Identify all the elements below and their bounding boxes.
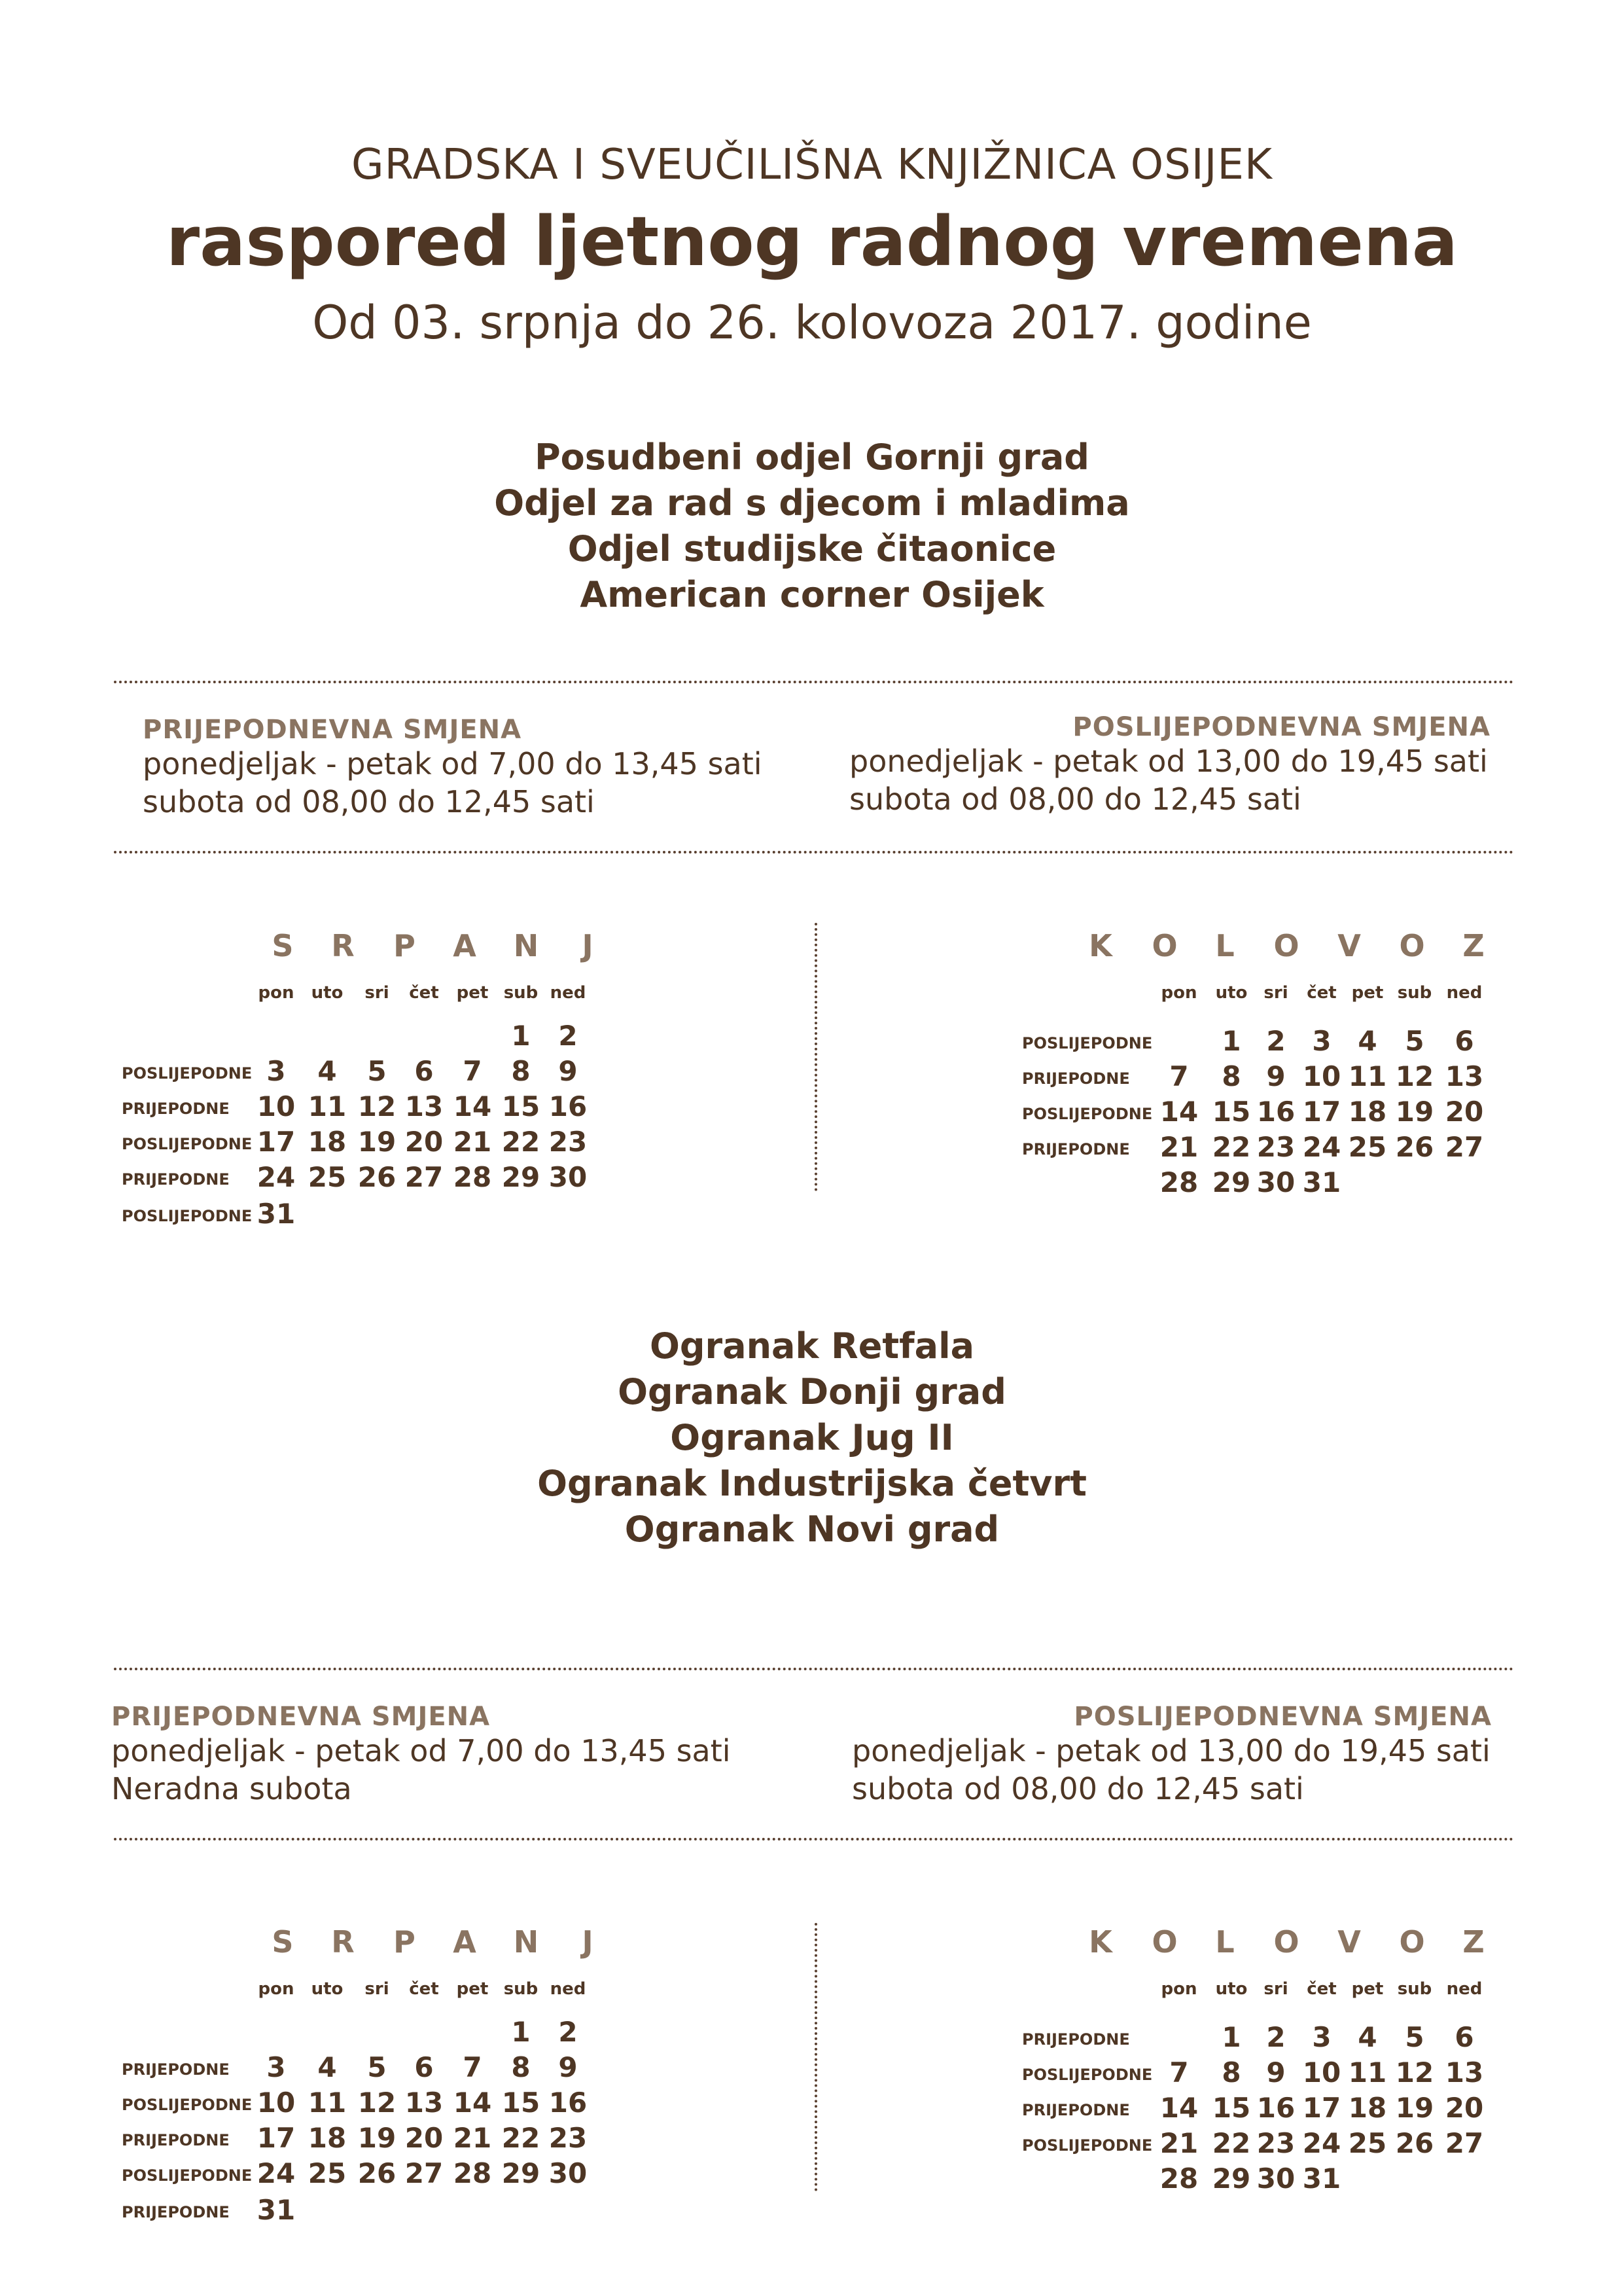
calendar-day: 5 — [367, 1055, 387, 1087]
calendar-day: 17 — [1302, 2092, 1341, 2124]
calendar-august-2 — [1022, 1924, 1624, 2238]
department-list-2 — [0, 1323, 1624, 1552]
month-letter: K — [1089, 1924, 1112, 1960]
shift-title: POSLIJEPODNEVNA SMJENA — [1074, 1702, 1492, 1732]
weekday-name: uto — [1215, 1979, 1248, 1999]
shift-label: POSLIJEPODNE — [1022, 2066, 1153, 2084]
calendar-day: 24 — [256, 2157, 296, 2189]
calendar-day: 14 — [453, 1090, 492, 1122]
weekday-name: uto — [311, 983, 344, 1003]
calendar-day: 16 — [548, 2087, 588, 2119]
calendar-separator — [815, 1923, 817, 2191]
calendar-day: 10 — [1302, 1060, 1341, 1092]
month-letter: Z — [1462, 928, 1485, 963]
weekday-name: čet — [1307, 983, 1337, 1003]
calendar-day: 22 — [501, 2122, 540, 2154]
weekday-name: sri — [364, 1979, 389, 1999]
calendar-day: 26 — [357, 2157, 397, 2189]
calendar-day: 21 — [1159, 2127, 1199, 2159]
calendar-day: 29 — [1212, 1166, 1251, 1198]
month-letter: J — [582, 928, 593, 963]
calendar-day: 18 — [1348, 1096, 1387, 1128]
calendar-day: 25 — [308, 1161, 347, 1193]
calendar-day: 26 — [1395, 1131, 1434, 1163]
calendar-day: 25 — [1348, 1131, 1387, 1163]
calendar-day: 25 — [1348, 2127, 1387, 2159]
shift-label: POSLIJEPODNE — [1022, 1105, 1153, 1123]
shift-label: POSLIJEPODNE — [122, 1064, 253, 1083]
month-letter: S — [272, 1924, 294, 1960]
calendar-day: 31 — [1302, 2162, 1341, 2195]
calendar-day: 14 — [1159, 2092, 1199, 2124]
calendar-day: 27 — [1445, 1131, 1484, 1163]
calendar-day: 7 — [1169, 2056, 1189, 2089]
month-letter: N — [513, 1924, 539, 1960]
branch-name: Ogranak Industrijska četvrt — [537, 1463, 1087, 1504]
dotted-divider — [114, 851, 1514, 853]
morning-shift-1 — [143, 715, 762, 821]
branch-name: Ogranak Novi grad — [624, 1509, 1000, 1550]
calendar-day: 22 — [1212, 2127, 1251, 2159]
calendar-day: 12 — [1395, 1060, 1434, 1092]
calendar-day: 2 — [1266, 1025, 1286, 1057]
calendar-day: 13 — [404, 1090, 444, 1122]
calendar-day: 3 — [1312, 2021, 1332, 2053]
calendar-day: 15 — [1212, 1096, 1251, 1128]
month-letter: P — [393, 1924, 415, 1960]
month-letter: V — [1337, 1924, 1361, 1960]
month-letter: P — [393, 928, 415, 963]
weekday-name: ned — [550, 1979, 586, 1999]
weekday-name: čet — [409, 983, 439, 1003]
calendar-day: 26 — [357, 1161, 397, 1193]
shift-label: POSLIJEPODNE — [122, 2096, 253, 2114]
weekday-name: sub — [503, 983, 538, 1003]
weekday-name: pet — [1351, 1979, 1384, 1999]
calendar-day: 12 — [357, 1090, 397, 1122]
month-letter: Z — [1462, 1924, 1485, 1960]
calendar-day: 24 — [256, 1161, 296, 1193]
month-letter: A — [453, 928, 476, 963]
shift-label: POSLIJEPODNE — [1022, 1034, 1153, 1052]
month-letter: O — [1399, 928, 1425, 963]
afternoon-shift-1 — [849, 712, 1491, 818]
calendar-day: 5 — [1405, 1025, 1424, 1057]
shift-label: PRIJEPODNE — [122, 1170, 230, 1189]
shift-title: PRIJEPODNEVNA SMJENA — [111, 1702, 491, 1732]
calendar-day: 12 — [357, 2087, 397, 2119]
calendar-day: 11 — [1348, 1060, 1387, 1092]
dotted-divider — [114, 1838, 1514, 1840]
library-name: GRADSKA I SVEUČILIŠNA KNJIŽNICA OSIJEK — [351, 141, 1273, 189]
month-letter: O — [1273, 928, 1299, 963]
calendar-day: 15 — [1212, 2092, 1251, 2124]
calendar-day: 12 — [1395, 2056, 1434, 2089]
calendar-day: 21 — [453, 2122, 492, 2154]
calendar-day: 30 — [1256, 2162, 1296, 2195]
calendar-day: 16 — [548, 1090, 588, 1122]
weekday-name: pon — [258, 983, 294, 1003]
calendar-day: 10 — [256, 2087, 296, 2119]
shift-weekday-hours: ponedjeljak - petak od 13,00 do 19,45 sati — [849, 744, 1488, 779]
calendar-day: 17 — [256, 2122, 296, 2154]
calendar-day: 3 — [1312, 1025, 1332, 1057]
calendar-day: 18 — [308, 1126, 347, 1158]
calendar-day: 27 — [404, 2157, 444, 2189]
calendar-day: 8 — [1222, 1060, 1241, 1092]
calendar-day: 28 — [453, 2157, 492, 2189]
calendar-july-2 — [122, 1924, 776, 2238]
month-letter: R — [331, 928, 355, 963]
month-letter: O — [1152, 1924, 1178, 1960]
month-letter: A — [453, 1924, 476, 1960]
calendar-day: 14 — [1159, 1096, 1199, 1128]
calendar-day: 22 — [1212, 1131, 1251, 1163]
weekday-name: čet — [1307, 1979, 1337, 1999]
department-name: Posudbeni odjel Gornji grad — [535, 437, 1089, 478]
calendar-day: 20 — [404, 2122, 444, 2154]
calendar-day: 6 — [414, 1055, 434, 1087]
weekday-name: pet — [1351, 983, 1384, 1003]
morning-shift-2 — [111, 1702, 731, 1808]
shift-weekday-hours: ponedjeljak - petak od 7,00 do 13,45 sati — [143, 746, 762, 781]
calendar-day: 17 — [1302, 1096, 1341, 1128]
calendar-day: 19 — [1395, 1096, 1434, 1128]
shift-title: PRIJEPODNEVNA SMJENA — [143, 715, 522, 745]
calendar-day: 4 — [317, 2051, 337, 2083]
month-letter: L — [1215, 928, 1235, 963]
calendar-day: 1 — [511, 2016, 531, 2048]
calendar-day: 31 — [1302, 1166, 1341, 1198]
weekday-name: pon — [258, 1979, 294, 1999]
calendar-day: 19 — [357, 2122, 397, 2154]
weekday-name: sub — [1397, 1979, 1432, 1999]
page-title: raspored ljetnog radnog vremena — [166, 202, 1458, 281]
weekday-name: sri — [364, 983, 389, 1003]
calendar-day: 30 — [548, 1161, 588, 1193]
calendar-day: 31 — [256, 2194, 296, 2226]
calendar-day: 30 — [548, 2157, 588, 2189]
calendar-day: 23 — [1256, 1131, 1296, 1163]
department-name: American corner Osijek — [580, 574, 1044, 615]
month-letter: O — [1273, 1924, 1299, 1960]
calendar-day: 3 — [266, 1055, 286, 1087]
shift-label: POSLIJEPODNE — [122, 2166, 253, 2185]
calendar-day: 2 — [558, 2016, 578, 2048]
calendar-day: 21 — [453, 1126, 492, 1158]
calendar-day: 29 — [501, 2157, 540, 2189]
department-name: Odjel za rad s djecom i mladima — [494, 482, 1130, 524]
calendar-day: 20 — [1445, 2092, 1484, 2124]
month-letter: S — [272, 928, 294, 963]
calendar-day: 11 — [1348, 2056, 1387, 2089]
calendar-august-1 — [1022, 928, 1624, 1242]
shift-saturday-hours: Neradna subota — [111, 1771, 352, 1806]
weekday-name: ned — [550, 983, 586, 1003]
calendar-day: 20 — [404, 1126, 444, 1158]
shift-saturday-hours: subota od 08,00 do 12,45 sati — [852, 1771, 1304, 1806]
month-letter: V — [1337, 928, 1361, 963]
calendar-day: 23 — [1256, 2127, 1296, 2159]
shift-label: PRIJEPODNE — [122, 2203, 230, 2221]
calendar-day: 15 — [501, 2087, 540, 2119]
shift-label: PRIJEPODNE — [1022, 2030, 1130, 2049]
branch-name: Ogranak Donji grad — [618, 1371, 1006, 1412]
month-letter: O — [1399, 1924, 1425, 1960]
calendar-day: 26 — [1395, 2127, 1434, 2159]
period-subtitle: Od 03. srpnja do 26. kolovoza 2017. godine — [312, 296, 1312, 350]
calendar-day: 11 — [308, 2087, 347, 2119]
weekday-name: čet — [409, 1979, 439, 1999]
shift-weekday-hours: ponedjeljak - petak od 13,00 do 19,45 sati — [852, 1733, 1491, 1768]
calendar-day: 27 — [404, 1161, 444, 1193]
calendar-day: 17 — [256, 1126, 296, 1158]
weekday-name: pet — [456, 983, 489, 1003]
weekday-name: sri — [1263, 983, 1288, 1003]
month-letter: N — [513, 928, 539, 963]
calendar-day: 1 — [1222, 1025, 1241, 1057]
calendar-day: 6 — [414, 2051, 434, 2083]
calendar-day: 22 — [501, 1126, 540, 1158]
weekday-name: sri — [1263, 1979, 1288, 1999]
branch-name: Ogranak Retfala — [649, 1325, 975, 1367]
calendar-day: 18 — [1348, 2092, 1387, 2124]
calendar-day: 21 — [1159, 1131, 1199, 1163]
weekday-name: ned — [1446, 1979, 1483, 1999]
calendar-day: 24 — [1302, 1131, 1341, 1163]
weekday-name: pet — [456, 1979, 489, 1999]
month-letter: K — [1089, 928, 1112, 963]
month-letter: O — [1152, 928, 1178, 963]
calendar-day: 7 — [1169, 1060, 1189, 1092]
calendar-day: 29 — [501, 1161, 540, 1193]
calendar-day: 14 — [453, 2087, 492, 2119]
branch-name: Ogranak Jug II — [670, 1417, 954, 1458]
shift-title: POSLIJEPODNEVNA SMJENA — [1072, 712, 1491, 742]
afternoon-shift-2 — [852, 1702, 1492, 1808]
calendar-day: 6 — [1455, 2021, 1474, 2053]
calendar-day: 8 — [511, 2051, 531, 2083]
shift-label: POSLIJEPODNE — [1022, 2136, 1153, 2155]
shift-saturday-hours: subota od 08,00 do 12,45 sati — [849, 781, 1301, 817]
calendar-day: 2 — [558, 1020, 578, 1052]
calendar-day: 6 — [1455, 1025, 1474, 1057]
calendar-day: 23 — [548, 2122, 588, 2154]
weekday-name: uto — [1215, 983, 1248, 1003]
shift-weekday-hours: ponedjeljak - petak od 7,00 do 13,45 sati — [111, 1733, 731, 1768]
calendar-day: 13 — [1445, 1060, 1484, 1092]
calendar-day: 28 — [453, 1161, 492, 1193]
calendar-day: 16 — [1256, 1096, 1296, 1128]
month-letter: R — [331, 1924, 355, 1960]
calendar-day: 9 — [1266, 1060, 1286, 1092]
weekday-name: pon — [1161, 1979, 1197, 1999]
calendar-day: 16 — [1256, 2092, 1296, 2124]
calendar-day: 9 — [558, 1055, 578, 1087]
calendar-day: 10 — [256, 1090, 296, 1122]
calendar-day: 29 — [1212, 2162, 1251, 2195]
shift-saturday-hours: subota od 08,00 do 12,45 sati — [143, 784, 595, 819]
calendar-day: 9 — [558, 2051, 578, 2083]
calendar-day: 15 — [501, 1090, 540, 1122]
calendar-day: 19 — [357, 1126, 397, 1158]
calendar-day: 7 — [463, 2051, 482, 2083]
department-list-1 — [0, 435, 1624, 618]
shift-label: PRIJEPODNE — [122, 1100, 230, 1118]
calendar-day: 28 — [1159, 2162, 1199, 2195]
shift-label: PRIJEPODNE — [1022, 2101, 1130, 2119]
calendar-day: 7 — [463, 1055, 482, 1087]
calendar-day: 23 — [548, 1126, 588, 1158]
calendar-day: 5 — [367, 2051, 387, 2083]
shift-label: PRIJEPODNE — [122, 2060, 230, 2079]
weekday-name: uto — [311, 1979, 344, 1999]
calendar-day: 28 — [1159, 1166, 1199, 1198]
calendar-day: 18 — [308, 2122, 347, 2154]
shift-label: PRIJEPODNE — [122, 2131, 230, 2149]
dotted-divider — [114, 1668, 1514, 1670]
calendar-day: 9 — [1266, 2056, 1286, 2089]
shift-label: POSLIJEPODNE — [122, 1135, 253, 1153]
calendar-day: 25 — [308, 2157, 347, 2189]
calendar-day: 13 — [404, 2087, 444, 2119]
calendar-day: 19 — [1395, 2092, 1434, 2124]
calendar-day: 13 — [1445, 2056, 1484, 2089]
month-letter: L — [1215, 1924, 1235, 1960]
weekday-name: sub — [503, 1979, 538, 1999]
calendar-day: 31 — [256, 1198, 296, 1230]
calendar-day: 4 — [1358, 2021, 1377, 2053]
shift-label: PRIJEPODNE — [1022, 1140, 1130, 1158]
dotted-divider — [114, 681, 1514, 683]
calendar-day: 30 — [1256, 1166, 1296, 1198]
month-letter: J — [582, 1924, 593, 1960]
department-name: Odjel studijske čitaonice — [567, 528, 1057, 569]
calendar-day: 2 — [1266, 2021, 1286, 2053]
calendar-day: 11 — [308, 1090, 347, 1122]
calendar-separator — [815, 923, 817, 1191]
shift-label: POSLIJEPODNE — [122, 1207, 253, 1225]
calendar-day: 3 — [266, 2051, 286, 2083]
weekday-name: sub — [1397, 983, 1432, 1003]
calendar-day: 20 — [1445, 1096, 1484, 1128]
calendar-day: 4 — [317, 1055, 337, 1087]
calendar-day: 10 — [1302, 2056, 1341, 2089]
calendar-day: 27 — [1445, 2127, 1484, 2159]
calendar-day: 1 — [511, 1020, 531, 1052]
calendar-day: 24 — [1302, 2127, 1341, 2159]
calendar-day: 8 — [1222, 2056, 1241, 2089]
weekday-name: ned — [1446, 983, 1483, 1003]
calendar-day: 5 — [1405, 2021, 1424, 2053]
shift-label: PRIJEPODNE — [1022, 1069, 1130, 1088]
calendar-day: 1 — [1222, 2021, 1241, 2053]
weekday-name: pon — [1161, 983, 1197, 1003]
calendar-day: 4 — [1358, 1025, 1377, 1057]
calendar-day: 8 — [511, 1055, 531, 1087]
calendar-july-1 — [122, 928, 776, 1242]
